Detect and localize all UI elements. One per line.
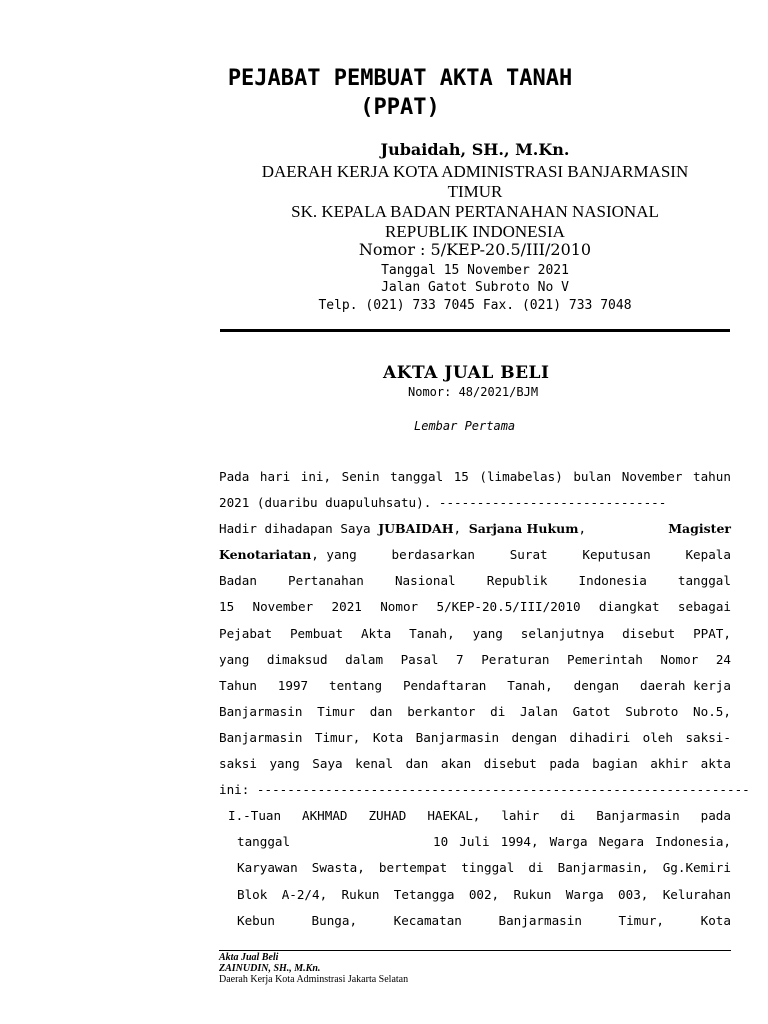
body-word: Pada xyxy=(219,469,250,484)
party-birth-details xyxy=(433,829,731,855)
body-word: Banjarmasin xyxy=(498,912,582,928)
body-line xyxy=(219,542,731,568)
body-word: No.5, xyxy=(693,703,731,719)
body-text: 2021 (duaribu duapuluhsatu). ------------------------------ xyxy=(219,495,667,511)
header-divider xyxy=(220,329,730,332)
party-line xyxy=(219,882,731,908)
party-line xyxy=(219,829,731,855)
body-line xyxy=(219,751,731,777)
body-word: lahir xyxy=(501,808,540,824)
body-word: pada xyxy=(549,756,580,772)
document-sheet: Lembar Pertama xyxy=(414,419,516,433)
body-word: berdasarkan xyxy=(391,547,475,563)
party-line xyxy=(219,908,731,934)
body-word: selanjutnya xyxy=(520,625,605,641)
body-word: diangkat xyxy=(598,599,660,615)
header-date: Tanggal 15 November 2021 xyxy=(381,263,569,278)
body-word: Juli xyxy=(459,834,490,850)
body-word: 10 xyxy=(433,834,449,850)
body-word: bulan xyxy=(573,469,612,484)
party-line xyxy=(219,855,731,881)
body-word: Keputusan xyxy=(582,547,651,563)
body-word: Jalan xyxy=(520,703,558,719)
title-line-1: PEJABAT PEMBUAT AKTA TANAH xyxy=(227,66,573,91)
body-word: Banjarmasin xyxy=(596,808,680,824)
body-word: Pasal xyxy=(400,651,439,667)
body-word: Indonesia xyxy=(578,573,647,589)
body-line xyxy=(219,516,731,542)
body-word: Gatot xyxy=(572,703,611,719)
footer-official-name: ZAINUDIN, SH., M.Kn. xyxy=(219,963,321,974)
body-word: bagian xyxy=(592,756,638,772)
body-word: di xyxy=(560,808,576,824)
body-word: Rukun xyxy=(341,886,380,902)
body-word: 002, xyxy=(468,886,500,902)
body-word: Pemerintah xyxy=(566,651,643,667)
office-contact: Telp. (021) 733 7045 Fax. (021) 733 7048 xyxy=(318,298,632,313)
body-word: Gg.Kemiri xyxy=(662,860,731,876)
body-word: Banjarmasin, xyxy=(557,860,649,876)
body-text xyxy=(219,516,586,542)
body-word: yang xyxy=(472,625,503,641)
body-word: Kebun xyxy=(237,912,275,928)
body-word: Saya xyxy=(312,756,343,772)
body-word: tanggal xyxy=(237,834,291,850)
body-word: , yang xyxy=(311,547,357,563)
body-word: Nasional xyxy=(394,573,456,589)
body-word: 15 xyxy=(453,469,469,484)
work-area-line-1: DAERAH KERJA KOTA ADMINISTRASI BANJARMASIN xyxy=(261,162,689,181)
body-word: Negara xyxy=(598,834,645,850)
body-line xyxy=(219,490,731,516)
body-word: Kota xyxy=(700,912,731,928)
body-word: Pertanahan xyxy=(288,573,364,589)
body-word: tentang xyxy=(329,677,383,693)
decree-number: Nomor : 5/KEP-20.5/III/2010 xyxy=(358,240,592,259)
body-word: Nomor xyxy=(660,651,699,667)
body-text: ini: ----------------------------------------------------------------- xyxy=(219,782,750,798)
body-word: bertempat xyxy=(378,860,448,876)
body-word: November xyxy=(621,469,683,484)
body-word: Timur, xyxy=(314,729,361,745)
body-word: Pendaftaran xyxy=(402,677,487,693)
body-text: Hadir dihadapan Saya xyxy=(219,521,379,537)
body-line xyxy=(219,673,731,699)
body-word: Pembuat xyxy=(289,625,344,641)
notary-degree-2: Magister xyxy=(668,521,731,537)
body-line xyxy=(219,621,731,647)
body-word: akhir xyxy=(650,756,689,772)
body-word: Kecamatan xyxy=(393,912,462,928)
body-word: 003, xyxy=(618,886,649,902)
body-word: Republik xyxy=(486,573,548,589)
body-word: tinggal xyxy=(461,860,515,876)
body-word: Timur, xyxy=(618,912,665,928)
notary-degree: Sarjana Hukum xyxy=(468,521,579,537)
body-word: Kelurahan xyxy=(662,886,731,902)
body-word: Banjarmasin xyxy=(415,729,500,745)
body-line xyxy=(219,464,731,490)
title-line-2: (PPAT) xyxy=(360,95,440,120)
body-line xyxy=(219,699,731,725)
body-word: Tetangga xyxy=(393,886,455,902)
body-word: Blok xyxy=(237,886,268,902)
body-word: Swasta, xyxy=(311,860,365,876)
body-line xyxy=(219,725,731,751)
body-word: Subroto xyxy=(625,703,679,719)
body-word: saksi- xyxy=(685,729,731,745)
body-word: saksi xyxy=(219,756,257,772)
body-word: tanggal xyxy=(677,573,731,589)
deed-body xyxy=(219,464,750,934)
office-address: Jalan Gatot Subroto No V xyxy=(381,280,569,295)
body-word: disebut xyxy=(622,625,676,641)
body-word: dengan xyxy=(511,729,558,745)
body-word: Kota xyxy=(372,729,404,745)
body-word: akan xyxy=(440,756,472,772)
body-word: Timur xyxy=(317,703,356,719)
body-word: ini, xyxy=(300,469,332,484)
page-footer xyxy=(219,952,408,985)
body-word: Karyawan xyxy=(237,860,298,876)
body-text xyxy=(219,542,357,568)
body-word: (limabelas) xyxy=(479,469,563,484)
body-word: Peraturan xyxy=(481,651,550,667)
body-line xyxy=(219,594,731,620)
body-word: ZUHAD xyxy=(368,808,407,824)
body-word: Senin xyxy=(341,469,380,484)
body-word: pada xyxy=(700,808,731,824)
header-title xyxy=(200,64,600,122)
body-word: Kepala xyxy=(685,547,731,563)
decree-line-2: REPUBLIK INDONESIA xyxy=(385,222,565,241)
official-name: Jubaidah, SH., M.Kn. xyxy=(380,140,570,159)
body-word: Tanah, xyxy=(507,677,553,693)
body-word: yang xyxy=(269,756,300,772)
body-word: Banjarmasin xyxy=(219,703,303,719)
body-word: oleh xyxy=(642,729,673,745)
party-line xyxy=(228,803,731,829)
body-word: I.-Tuan xyxy=(228,808,282,824)
body-text: , xyxy=(578,521,587,537)
body-word: AKHMAD xyxy=(302,808,348,824)
body-word: Warga xyxy=(549,834,588,850)
body-word: tahun xyxy=(692,469,731,484)
work-area-line-2: TIMUR xyxy=(447,182,503,201)
body-word: Surat xyxy=(509,547,548,563)
body-line xyxy=(219,568,731,594)
body-word: dengan xyxy=(573,677,620,693)
footer-document-name: Akta Jual Beli xyxy=(219,952,279,963)
body-text: , xyxy=(453,521,469,537)
body-word: sebagai xyxy=(677,599,731,615)
body-word: PPAT, xyxy=(693,625,731,641)
body-word: dan xyxy=(405,756,429,772)
body-word: dan xyxy=(369,703,393,719)
body-word: 1997 xyxy=(277,677,309,693)
body-word: Warga xyxy=(565,886,604,902)
footer-divider xyxy=(219,950,731,951)
body-word: HAEKAL, xyxy=(427,808,481,824)
document-title: AKTA JUAL BELI xyxy=(383,363,550,383)
body-word: Tanah, xyxy=(409,625,455,641)
notary-name: JUBAIDAH xyxy=(378,521,454,537)
body-word: Tahun xyxy=(219,677,257,693)
body-word: dihadiri xyxy=(569,729,631,745)
body-word: A-2/4, xyxy=(281,886,328,902)
body-word: November xyxy=(252,599,314,615)
body-word: disebut xyxy=(483,756,537,772)
body-word: 2021 xyxy=(331,599,362,615)
body-word: 7 xyxy=(456,651,464,667)
body-word: kenal xyxy=(355,756,394,772)
body-word: dimaksud xyxy=(266,651,328,667)
body-word: hari xyxy=(259,469,291,484)
body-word: 5/KEP-20.5/III/2010 xyxy=(436,599,581,615)
decree-line-1: SK. KEPALA BADAN PERTANAHAN NASIONAL xyxy=(291,202,659,221)
body-word: di xyxy=(490,703,506,719)
body-word: Pejabat xyxy=(219,625,273,641)
body-word: 1994, xyxy=(500,834,539,850)
body-word: Banjarmasin xyxy=(219,729,303,745)
body-word: 24 xyxy=(715,651,731,667)
body-word: 15 xyxy=(219,599,235,615)
body-word: berkantor xyxy=(407,703,476,719)
body-line xyxy=(219,647,731,673)
body-word: yang xyxy=(219,651,250,667)
body-word: di xyxy=(528,860,544,876)
body-word: Rukun xyxy=(513,886,552,902)
body-word: daerah kerja xyxy=(640,677,731,693)
body-word: Nomor xyxy=(380,599,419,615)
footer-work-area: Daerah Kerja Kota Adminstrasi Jakarta Selatan xyxy=(219,974,409,985)
body-line xyxy=(219,777,750,803)
body-word: Bunga, xyxy=(311,912,358,928)
notary-degree-3: Kenotariatan xyxy=(219,547,312,563)
body-word: tanggal xyxy=(390,469,444,484)
body-word: Indonesia, xyxy=(655,834,731,850)
document-number: Nomor: 48/2021/BJM xyxy=(408,385,539,399)
body-word: akta xyxy=(700,756,731,772)
body-word: dalam xyxy=(345,651,384,667)
body-word: Badan xyxy=(219,573,257,589)
body-word: Akta xyxy=(360,625,392,641)
